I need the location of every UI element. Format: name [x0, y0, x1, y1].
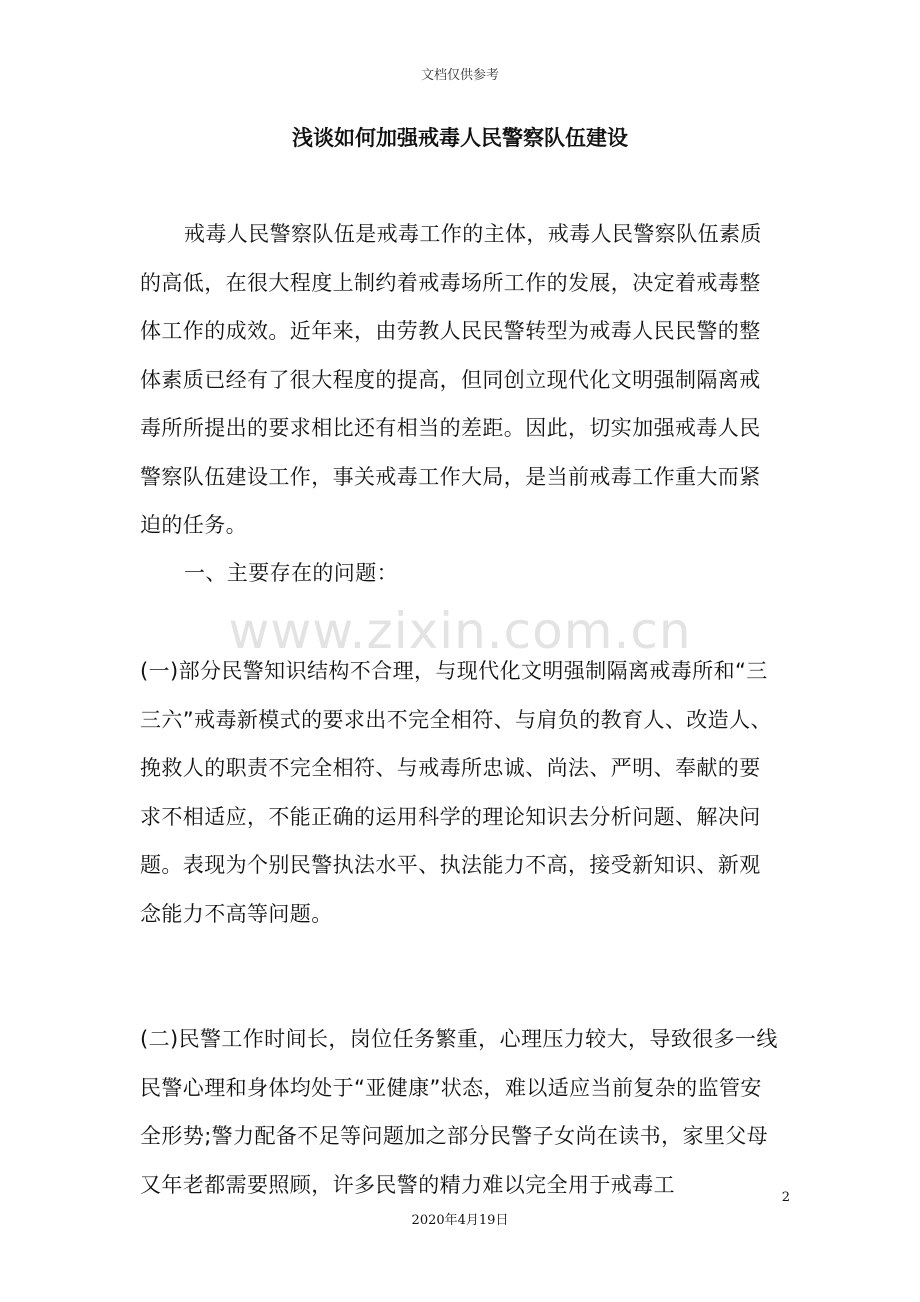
footer-date: 2020年4月19日 — [411, 1213, 509, 1228]
document-title: 浅谈如何加强戒毒人民警察队伍建设 — [292, 126, 628, 150]
section-heading-problems: 一、主要存在的问题： — [184, 561, 398, 585]
page-number: 2 — [781, 1190, 790, 1205]
paragraph-problem-1: (一)部分民警知识结构不合理，与现代化文明强制隔离戒毒所和“三三六”戒毒新模式的要求出不完全相符、与肩负的教育人、改造人、挽救人的职责不完全相符、与戒毒所忠诚、尚法、严明、奉献的要求不相适应，不能正确的运用科学的理论知识去分析问题、解决问题。表现为个别民警执法水平、执法能力不高，接受新知识、新观念能力不高等问题。 — [140, 659, 772, 926]
paragraph-intro: 戒毒人民警察队伍是戒毒工作的主体，戒毒人民警察队伍素质的高低，在很大程度上制约着戒毒场所工作的发展，决定着戒毒整体工作的成效。近年来，由劳教人民民警转型为戒毒人民民警的整体素质已经有了很大程度的提高，但同创立现代化文明强制隔离戒毒所所提出的要求相比还有相当的差距。因此，切实加强戒毒人民警察队伍建设工作，事关戒毒工作大局，是当前戒毒工作重大而紧迫的任务。 — [140, 222, 762, 537]
document-header: 文档仅供参考 — [420, 68, 499, 83]
watermark-text: www.zixin.com.cn — [228, 602, 692, 660]
paragraph-problem-2: (二)民警工作时间长，岗位任务繁重，心理压力较大，导致很多一线民警心理和身体均处于“亚健康”状态，难以适应当前复杂的监管安全形势;警力配备不足等问题加之部分民警子女尚在读书，家里父母又年老都需要照顾，许多民警的精力难以完全用于戒毒工 — [140, 1027, 778, 1197]
